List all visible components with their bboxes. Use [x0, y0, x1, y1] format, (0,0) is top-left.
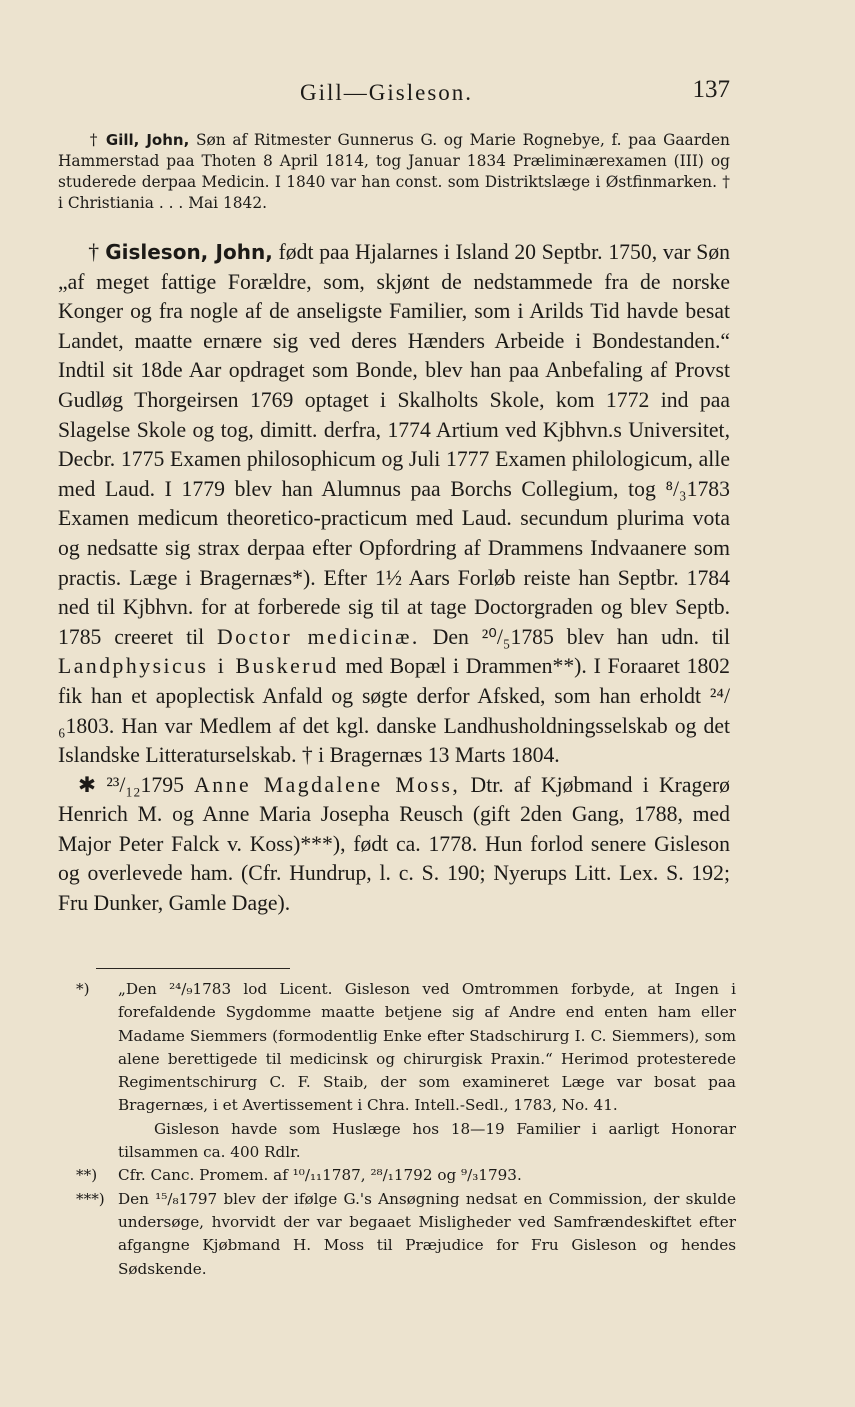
date: ²³/₁₂1795	[106, 772, 184, 797]
entry-text-gill: Søn af Ritmester Gunnerus G. og Marie Rognebye, f. paa Gaarden Hammerstad paa Thoten 8 April 1814, tog Januar 1834 Præliminærexamen (III) og studerede derpaa Medicin. I 1840 var han const. som Distriktslæge i Østfinmarken. † i Christiania . . . Mai 1842.	[58, 131, 730, 212]
death-cross-icon: †	[88, 240, 100, 264]
footnote-mark: **)	[76, 1166, 98, 1185]
date: ²⁰/₅1785	[481, 624, 554, 649]
page-header	[60, 76, 730, 106]
bio-text: Han var Medlem af det kgl. danske Landhusholdningsselskab og det Islandske Litteraturselskab. † i Bragernæs 13 Marts 1804.	[58, 713, 730, 768]
entry-gisleson	[58, 238, 730, 940]
footnotes	[76, 978, 736, 1281]
footnote-3	[76, 1188, 736, 1281]
footnote-text: Cfr. Canc. Promem. af ¹⁰/₁₁1787, ²⁸/₁1792 og ⁹/₃1793.	[118, 1166, 522, 1185]
degree-title: Doctor medicinæ.	[217, 624, 420, 649]
page-number: 137	[692, 76, 730, 103]
footnote-mark: ***)	[76, 1189, 105, 1208]
footnote-mark: *)	[76, 980, 90, 998]
date: ⁸/₃1783	[665, 476, 730, 501]
bio-text: Den	[432, 624, 469, 649]
footnote-text: „Den ²⁴/₉1783 lod Licent. Gisleson ved Omtrommen forbyde, at Ingen i forefaldende Sygdomme maatte betjene sig af Andre end enten ham eller Madame Siemmers (formodentlig Enke efter Stadschirurg I. C. Siemmers), som alene berettigede til medicinsk og chirurgisk Praxin.“ Herimod protesterede Regimentschirurg C. F. Staib, der som examineret Læge var bosat paa Bragernæs, i et Avertissement i Chra. Intell.-Sedl., 1783, No. 41.	[118, 980, 736, 1115]
entry-gisleson-biography	[58, 238, 730, 771]
date: ²⁴/₆1803.	[58, 683, 730, 738]
marriage-star-icon: ✱	[78, 772, 97, 797]
spouse-name: Anne Magdalene Moss,	[194, 772, 461, 797]
death-cross-icon: †	[88, 131, 100, 149]
bio-text: født paa Hjalarnes i Island 20 Septbr. 1750, var Søn „af meget fattige Forældre, som, skjønt de nedstammede fra de norske Konger og fra nogle af de anseligste Familier, som i Arilds Tid havde besat Landet, maatte ernære sig ved deres Hænders Arbeide i Bondestanden.“ Indtil sit 18de Aar opdraget som Bonde, blev han paa Anbefaling af Provst Gudløg Thorgeirsen 1769 optaget i Skalholts Skole, kom 1772 ind paa Slagelse Skole og tog, dimitt. derfra, 1774 Artium ved Kjbhvn.s Universitet, Decbr. 1775 Examen philosophicum og Juli 1777 Examen philologicum, alle med Laud. I 1779 blev han Alumnus paa Borchs Collegium, tog	[58, 240, 731, 501]
footnote-2	[76, 1164, 736, 1187]
entry-gill	[58, 130, 730, 214]
bio-text: med Bopæl i Drammen**). I Foraaret 1802 fik han et apoplectisk Anfald og søgte derfor Afsked, som han erholdt	[58, 654, 730, 708]
entry-name-gill: Gill, John,	[105, 131, 190, 149]
footnote-1	[76, 978, 736, 1118]
footnote-1-continuation	[76, 1118, 736, 1165]
footnote-text: Den ¹⁵/₈1797 blev der ifølge G.'s Ansøgning nedsat en Commission, der skulde undersøge, hvorvidt der var begaaet Misligheder ved Samfrændeskiftet efter afgangne Kjøbmand H. Moss til Præjudice for Fru Gisleson og hendes Sødskende.	[118, 1189, 736, 1278]
footnote-text: Gisleson havde som Huslæge hos 18—19 Familier i aarligt Honorar tilsammen ca. 400 Rdlr.	[118, 1119, 736, 1162]
footnote-divider	[96, 968, 290, 969]
running-title: Gill—Gisleson.	[300, 80, 474, 105]
office-title: Landphysicus i Buskerud	[58, 654, 339, 679]
entry-gisleson-marriage	[58, 771, 730, 919]
bio-text: Examen medicum theoretico-practicum med Laud. secundum plurima vota og nedsatte sig strax derpaa efter Opfordring af Drammens Indvaanere som practis. Læge i Bragernæs*). Efter 1½ Aars Forløb reiste han Septbr. 1784 ned til Kjbhvn. for at forberede sig til at tage Doctorgraden og blev Septb. 1785 creeret til	[58, 506, 730, 649]
entry-name-gisleson: Gisleson, John,	[105, 240, 273, 264]
bio-text: blev han udn. til	[566, 624, 730, 649]
marriage-text: Dtr. af Kjøbmand i Kragerø Henrich M. og Anne Maria Josepha Reusch (gift 2den Gang, 1788, med Major Peter Falck v. Koss)***), født ca. 1778. Hun forlod senere Gisleson og overlevede ham. (Cfr. Hundrup, l. c. S. 190; Nyerups Litt. Lex. S. 192; Fru Dunker, Gamle Dage).	[58, 772, 731, 916]
